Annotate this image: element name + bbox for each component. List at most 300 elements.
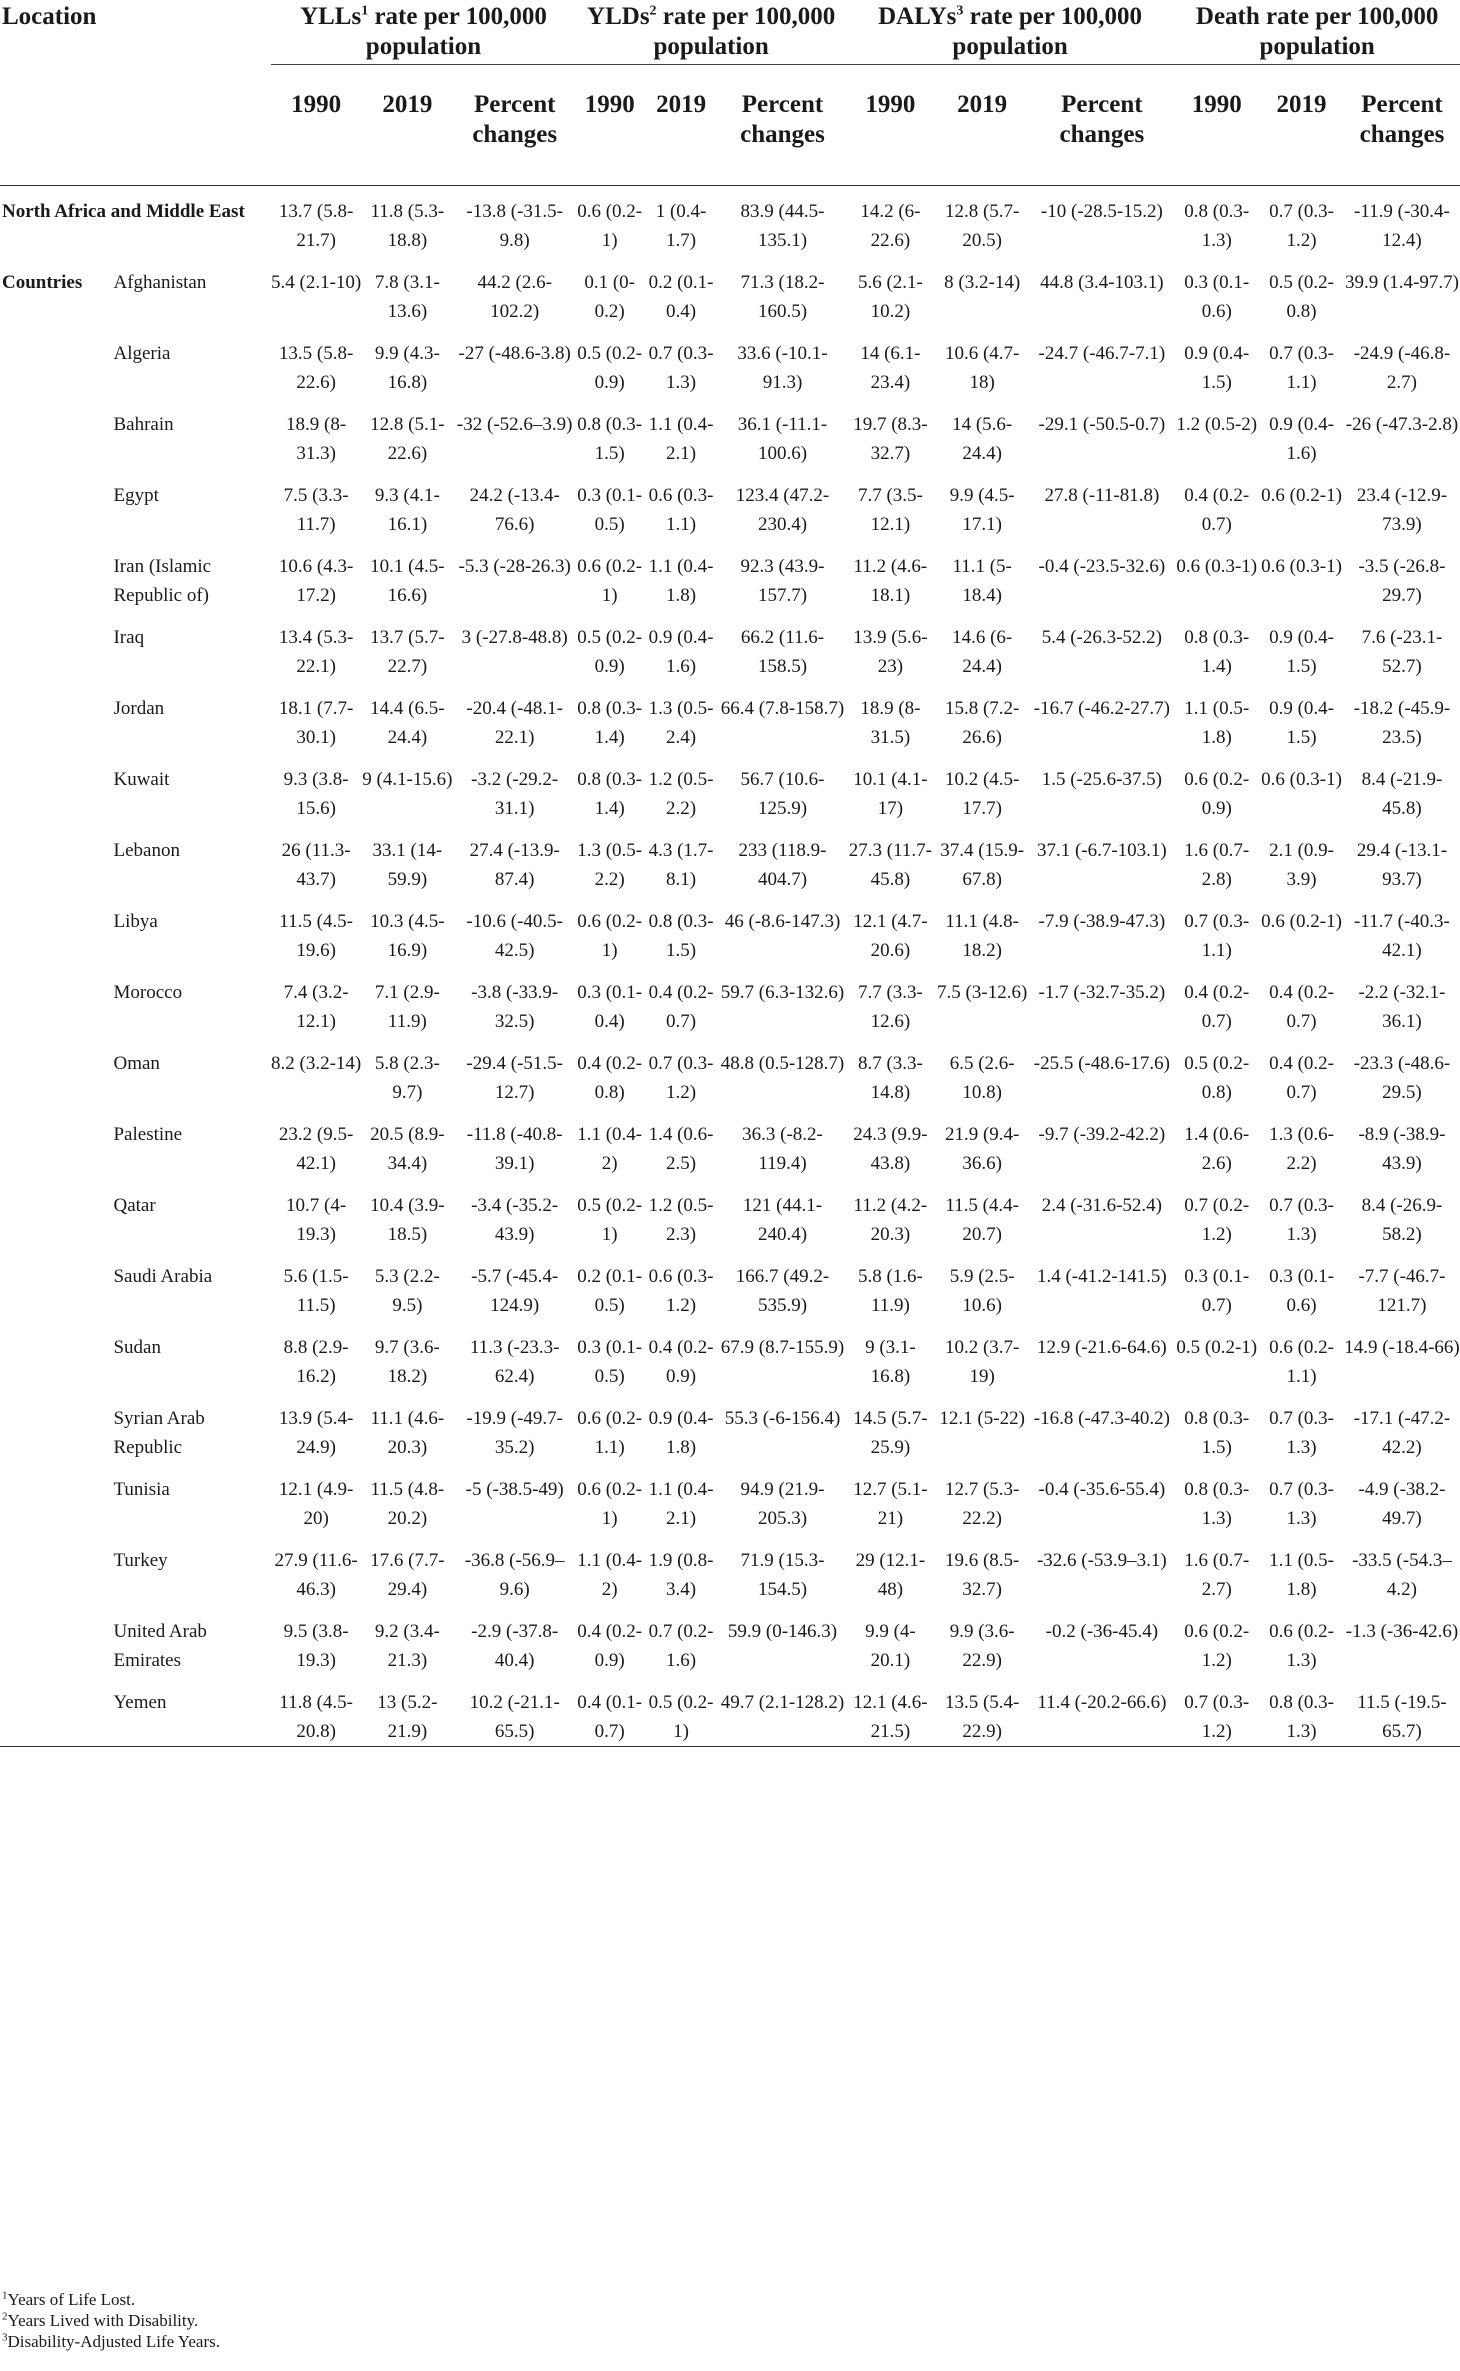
table-cell: 33.1 (14-59.9) xyxy=(372,840,443,890)
table-cell: 0.8 (0.3-1.5) xyxy=(648,911,714,961)
table-cell: 0.5 (0.2-0.8) xyxy=(1269,272,1334,322)
table-row xyxy=(0,1675,1460,1747)
table-cell: 13.4 (5.3-22.1) xyxy=(278,627,354,677)
country-name: Bahrain xyxy=(113,414,174,435)
subheader-2019: 2019 xyxy=(957,91,1008,118)
table-cell: 0.7 (0.3-1.2) xyxy=(648,1053,714,1103)
table-cell: 1.1 (0.5-1.8) xyxy=(1184,698,1250,748)
table-cell: 0.7 (0.3-1.3) xyxy=(648,343,714,393)
table-cell: 1.9 (0.8-3.4) xyxy=(648,1550,714,1600)
table-cell: 21.9 (9.4-36.6) xyxy=(944,1124,1020,1174)
table-cell: 10.2 (4.5-17.7) xyxy=(944,769,1020,819)
table-row xyxy=(0,326,1460,397)
table-cell: -36.8 (-56.9–9.6) xyxy=(464,1550,565,1600)
table-cell: 7.1 (2.9-11.9) xyxy=(374,982,440,1032)
country-name: Yemen xyxy=(113,1692,167,1713)
empty-cell xyxy=(0,397,109,468)
table-row xyxy=(0,1249,1460,1320)
table-cell: 8.8 (2.9-16.2) xyxy=(283,1337,349,1387)
table-cell: 2.4 (-31.6-52.4) xyxy=(1041,1195,1163,1216)
table-row xyxy=(0,539,1460,610)
table-cell: 0.8 (0.3-1.4) xyxy=(577,769,643,819)
table-cell: 5.8 (2.3-9.7) xyxy=(374,1053,440,1103)
table-cell: 7.7 (3.3-12.6) xyxy=(857,982,923,1032)
table-cell: 9 (3.1-16.8) xyxy=(865,1337,916,1387)
table-cell: -4.9 (-38.2-49.7) xyxy=(1358,1479,1446,1529)
table-cell: 13 (5.2-21.9) xyxy=(377,1692,438,1742)
footnote: $^2$Years Lived with Disability. xyxy=(2,2310,199,2330)
table-cell: 123.4 (47.2-230.4) xyxy=(735,485,830,535)
table-cell: 1.2 (0.5-2.2) xyxy=(648,769,714,819)
table-cell: 0.9 (0.4-1.5) xyxy=(1269,698,1334,748)
table-cell: -13.8 (-31.5-9.8) xyxy=(466,201,563,251)
table-cell: 1.1 (0.4-2) xyxy=(577,1550,643,1600)
table-cell: 11.5 (4.5-19.6) xyxy=(279,911,353,961)
table-cell: 0.8 (0.3-1.4) xyxy=(1184,627,1250,677)
table-cell: 7.6 (-23.1-52.7) xyxy=(1361,627,1443,677)
table-cell: 83.9 (44.5-135.1) xyxy=(740,201,825,251)
table-cell: 0.6 (0.2-1.1) xyxy=(577,1408,643,1458)
table-cell: 14 (5.6-24.4) xyxy=(952,414,1013,464)
table-cell: 0.7 (0.3-1.1) xyxy=(1269,343,1334,393)
table-cell: 7.8 (3.1-13.6) xyxy=(374,272,440,322)
table-cell: -3.2 (-29.2-31.1) xyxy=(471,769,559,819)
table-cell: 10.2 (3.7-19) xyxy=(944,1337,1020,1387)
country-name: Tunisia xyxy=(113,1479,170,1500)
table-cell: -3.8 (-33.9-32.5) xyxy=(471,982,559,1032)
table-cell: -32 (-52.6–3.9) xyxy=(456,414,573,435)
table-cell: 11.5 (-19.5-65.7) xyxy=(1357,1692,1447,1742)
table-cell: -0.2 (-36-45.4) xyxy=(1045,1621,1159,1642)
table-cell: 15.8 (7.2-26.6) xyxy=(944,698,1020,748)
country-name: Syrian Arab Republic xyxy=(113,1408,205,1458)
table-cell: 12.1 (4.6-21.5) xyxy=(853,1692,928,1742)
table-cell: 10.7 (4-19.3) xyxy=(286,1195,347,1245)
table-cell: 20.5 (8.9-34.4) xyxy=(370,1124,445,1174)
empty-cell xyxy=(0,681,109,752)
table-cell: 0.4 (0.1-0.7) xyxy=(577,1692,643,1742)
table-cell: 12.1 (4.9-20) xyxy=(278,1479,354,1529)
table-cell: 0.6 (0.2-1) xyxy=(577,201,643,251)
table-cell: 10.1 (4.1-17) xyxy=(853,769,928,819)
country-name: Lebanon xyxy=(113,840,180,861)
table-cell: 56.7 (10.6-125.9) xyxy=(740,769,825,819)
table-cell: 1.3 (0.6-2.2) xyxy=(1269,1124,1334,1174)
table-cell: 11.2 (4.2-20.3) xyxy=(853,1195,928,1245)
table-cell: 48.8 (0.5-128.7) xyxy=(720,1053,845,1074)
table-cell: -18.2 (-45.9-23.5) xyxy=(1353,698,1451,748)
table-cell: 0.8 (0.3-1.5) xyxy=(1184,1408,1250,1458)
table-cell: 9.9 (4.5-17.1) xyxy=(949,485,1015,535)
table-cell: 0.9 (0.4-1.8) xyxy=(648,1408,714,1458)
empty-cell xyxy=(0,1462,109,1533)
table-cell: 5.8 (1.6-11.9) xyxy=(857,1266,923,1316)
table-cell: 1.4 (-41.2-141.5) xyxy=(1036,1266,1167,1287)
table-cell: 12.7 (5.1-21) xyxy=(853,1479,928,1529)
table-row xyxy=(0,965,1460,1036)
table-cell: 1.1 (0.4-1.8) xyxy=(648,556,714,606)
table-cell: 0.8 (0.3-1.3) xyxy=(1184,201,1250,251)
table-cell: 7.7 (3.5-12.1) xyxy=(857,485,923,535)
table-cell: -7.9 (-38.9-47.3) xyxy=(1038,911,1166,932)
table-cell: 10.6 (4.3-17.2) xyxy=(278,556,354,606)
table-cell: 0.4 (0.2-0.8) xyxy=(577,1053,643,1103)
table-cell: -3.4 (-35.2-43.9) xyxy=(471,1195,559,1245)
table-cell: 0.4 (0.2-0.7) xyxy=(1269,1053,1334,1103)
table-cell: 0.3 (0.1-0.6) xyxy=(1269,1266,1334,1316)
table-cell: 12.1 (4.7-20.6) xyxy=(853,911,928,961)
table-cell: 7.4 (3.2-12.1) xyxy=(283,982,349,1032)
table-cell: 0.3 (0.1-0.6) xyxy=(1184,272,1250,322)
table-cell: 18.9 (8-31.3) xyxy=(286,414,347,464)
ylls-header: YLLs$^1$ rate per 100,000 population xyxy=(271,0,577,70)
table-cell: 23.2 (9.5-42.1) xyxy=(278,1124,354,1174)
table-cell: 19.6 (8.5-32.7) xyxy=(944,1550,1020,1600)
table-cell: 0.6 (0.2-1) xyxy=(577,556,643,606)
subheader-row xyxy=(0,70,1460,185)
table-cell: 0.9 (0.4-1.5) xyxy=(1269,627,1334,677)
table-cell: -16.7 (-46.2-27.7) xyxy=(1033,698,1170,719)
table-cell: 17.6 (7.7-29.4) xyxy=(370,1550,445,1600)
country-name: Qatar xyxy=(113,1195,156,1216)
table-cell: -20.4 (-48.1-22.1) xyxy=(466,698,563,748)
empty-cell xyxy=(0,1675,109,1747)
table-cell: 9.9 (4.3-16.8) xyxy=(374,343,440,393)
table-cell: 9.9 (3.6-22.9) xyxy=(949,1621,1015,1671)
table-cell: 121 (44.1-240.4) xyxy=(742,1195,823,1245)
table-row xyxy=(0,255,1460,326)
table-cell: 29.4 (-13.1-93.7) xyxy=(1356,840,1448,890)
table-cell: 0.9 (0.4-1.6) xyxy=(1269,414,1334,464)
footnotes xyxy=(2,2289,220,2352)
table-row xyxy=(0,823,1460,894)
table-row xyxy=(0,1533,1460,1604)
table-cell: 5.6 (2.1-10.2) xyxy=(857,272,923,322)
table-cell: 59.7 (6.3-132.6) xyxy=(720,982,845,1003)
country-name: Palestine xyxy=(113,1124,183,1145)
table-cell: 12.8 (5.1-22.6) xyxy=(370,414,445,464)
table-cell: 0.5 (0.2-1) xyxy=(1176,1337,1258,1358)
table-cell: 0.3 (0.1-0.5) xyxy=(577,1337,643,1387)
location-header: Location xyxy=(2,3,97,30)
table-row xyxy=(0,752,1460,823)
table-cell: 0.7 (0.3-1.3) xyxy=(1269,1195,1334,1245)
country-name: Egypt xyxy=(113,485,159,506)
country-name: Kuwait xyxy=(113,769,170,790)
table-cell: 8.4 (-26.9-58.2) xyxy=(1361,1195,1443,1245)
table-cell: 18.1 (7.7-30.1) xyxy=(278,698,354,748)
table-cell: 0.8 (0.3-1.4) xyxy=(577,698,643,748)
table-cell: -10 (-28.5-15.2) xyxy=(1040,201,1163,222)
table-cell: 12.9 (-21.6-64.6) xyxy=(1036,1337,1167,1358)
table-cell: -19.9 (-49.7-35.2) xyxy=(466,1408,563,1458)
table-cell: 12.8 (5.7-20.5) xyxy=(944,201,1020,251)
table-cell: 46 (-8.6-147.3) xyxy=(724,911,841,932)
region-name: North Africa and Middle East xyxy=(2,201,245,222)
table-row xyxy=(0,1391,1460,1462)
table-cell: 0.9 (0.4-1.5) xyxy=(1184,343,1250,393)
table-cell: -2.2 (-32.1-36.1) xyxy=(1358,982,1446,1032)
table-cell: 233 (118.9-404.7) xyxy=(738,840,827,890)
table-cell: 94.9 (21.9-205.3) xyxy=(740,1479,825,1529)
empty-cell xyxy=(0,823,109,894)
table-cell: 1.1 (0.5-1.8) xyxy=(1269,1550,1334,1600)
table-cell: -26 (-47.3-2.8) xyxy=(1345,414,1459,435)
table-row xyxy=(0,468,1460,539)
table-cell: 11.1 (4.6-20.3) xyxy=(370,1408,445,1458)
table-row xyxy=(0,1462,1460,1533)
table-cell: -24.7 (-46.7-7.1) xyxy=(1038,343,1166,364)
table-cell: 11.8 (5.3-18.8) xyxy=(370,201,445,251)
table-cell: 0.9 (0.4-1.6) xyxy=(648,627,714,677)
table-cell: 27.3 (11.7-45.8) xyxy=(848,840,932,890)
table-cell: 5.4 (2.1-10) xyxy=(271,272,362,293)
table-cell: 13.5 (5.8-22.6) xyxy=(278,343,354,393)
table-cell: 55.3 (-6-156.4) xyxy=(724,1408,841,1429)
table-cell: 0.6 (0.2-1) xyxy=(1261,911,1342,932)
table-cell: 0.6 (0.2-1.2) xyxy=(1184,1621,1250,1671)
table-cell: 0.6 (0.2-1.3) xyxy=(1269,1621,1334,1671)
table-cell: 13.9 (5.4-24.9) xyxy=(278,1408,354,1458)
table-cell: 0.4 (0.2-0.9) xyxy=(577,1621,643,1671)
table-cell: 14.4 (6.5-24.4) xyxy=(370,698,445,748)
table-cell: 13.5 (5.4-22.9) xyxy=(944,1692,1020,1742)
table-cell: 0.6 (0.3-1) xyxy=(1261,769,1342,790)
table-cell: 0.5 (0.2-0.9) xyxy=(577,627,643,677)
table-cell: 12.7 (5.3-22.2) xyxy=(944,1479,1020,1529)
table-row xyxy=(0,681,1460,752)
table-cell: 0.6 (0.2-1.1) xyxy=(1269,1337,1334,1387)
country-name: Libya xyxy=(113,911,158,932)
table-cell: 1.3 (0.5-2.4) xyxy=(648,698,714,748)
empty-cell xyxy=(0,539,109,610)
table-cell: 10.4 (3.9-18.5) xyxy=(370,1195,445,1245)
country-name: Algeria xyxy=(113,343,171,364)
empty-cell xyxy=(0,1107,109,1178)
table-cell: -5.7 (-45.4-124.9) xyxy=(471,1266,559,1316)
subheader-1990: 1990 xyxy=(1191,91,1242,118)
table-cell: -5 (-38.5-49) xyxy=(465,1479,564,1500)
table-cell: 59.9 (0-146.3) xyxy=(727,1621,838,1642)
subheader-2019: 2019 xyxy=(382,91,433,118)
table-row xyxy=(0,1107,1460,1178)
table-cell: 1.2 (0.5-2.3) xyxy=(648,1195,714,1245)
table-cell: 0.7 (0.3-1.3) xyxy=(1269,1408,1334,1458)
table-cell: 1 (0.4-1.7) xyxy=(655,201,707,251)
table-cell: 0.7 (0.2-1.2) xyxy=(1184,1195,1250,1245)
subheader-1990: 1990 xyxy=(291,91,342,118)
table-cell: -27 (-48.6-3.8) xyxy=(458,343,571,364)
table-row xyxy=(0,1178,1460,1249)
country-name: Iraq xyxy=(113,627,145,648)
table-cell: 0.7 (0.3-1.2) xyxy=(1184,1692,1250,1742)
country-name: Turkey xyxy=(113,1550,168,1571)
table-cell: 11.2 (4.6-18.1) xyxy=(853,556,928,606)
table-cell: 14.6 (6-24.4) xyxy=(952,627,1013,677)
table-cell: 1.5 (-25.6-37.5) xyxy=(1041,769,1163,790)
table-cell: 1.6 (0.7-2.8) xyxy=(1184,840,1250,890)
table-cell: 11.5 (4.4-20.7) xyxy=(945,1195,1020,1245)
table-cell: 1.1 (0.4-2.1) xyxy=(648,414,714,464)
table-cell: -29.1 (-50.5-0.7) xyxy=(1038,414,1166,435)
table-cell: 23.4 (-12.9-73.9) xyxy=(1356,485,1448,535)
table-cell: 0.4 (0.2-0.9) xyxy=(648,1337,714,1387)
table-cell: 71.3 (18.2-160.5) xyxy=(740,272,825,322)
subheader-2019: 2019 xyxy=(1276,91,1327,118)
table-row xyxy=(0,186,1460,256)
table-cell: -7.7 (-46.7-121.7) xyxy=(1358,1266,1446,1316)
empty-cell xyxy=(0,752,109,823)
table-cell: 24.2 (-13.4-76.6) xyxy=(469,485,560,535)
table-cell: -1.7 (-32.7-35.2) xyxy=(1038,982,1166,1003)
table-cell: 10.1 (4.5-16.6) xyxy=(370,556,445,606)
table-cell: 0.7 (0.3-1.3) xyxy=(1269,1479,1334,1529)
table-cell: -24.9 (-46.8-2.7) xyxy=(1353,343,1451,393)
table-cell: 2.1 (0.9-3.9) xyxy=(1269,840,1334,890)
dalys-header: DALYs$^3$ rate per 100,000 population xyxy=(846,0,1175,70)
table-cell: 37.4 (15.9-67.8) xyxy=(940,840,1025,890)
country-name: Oman xyxy=(113,1053,160,1074)
ylds-header: YLDs$^2$ rate per 100,000 population xyxy=(576,0,845,70)
table-cell: 12.1 (5-22) xyxy=(939,1408,1025,1429)
table-cell: 0.4 (0.2-0.7) xyxy=(648,982,714,1032)
subheader-1990: 1990 xyxy=(865,91,916,118)
table-cell: 71.9 (15.3-154.5) xyxy=(740,1550,825,1600)
subheader-percent-changes: Percent changes xyxy=(472,91,558,148)
table-cell: 0.3 (0.1-0.5) xyxy=(577,485,643,535)
table-cell: 5.3 (2.2-9.5) xyxy=(374,1266,440,1316)
table-cell: 18.9 (8-31.5) xyxy=(860,698,921,748)
table-cell: 9.5 (3.8-19.3) xyxy=(283,1621,349,1671)
table-row xyxy=(0,1320,1460,1391)
table-cell: 13.9 (5.6-23) xyxy=(853,627,928,677)
table-cell: 10.2 (-21.1-65.5) xyxy=(469,1692,560,1742)
table-cell: 0.4 (0.2-0.7) xyxy=(1184,982,1250,1032)
table-cell: 44.8 (3.4-103.1) xyxy=(1040,272,1164,293)
table-cell: -11.7 (-40.3-42.1) xyxy=(1354,911,1450,961)
table-cell: 8.4 (-21.9-45.8) xyxy=(1361,769,1443,819)
table-cell: 7.5 (3-12.6) xyxy=(937,982,1028,1003)
table-cell: 0.5 (0.2-0.9) xyxy=(577,343,643,393)
table-cell: 44.2 (2.6-102.2) xyxy=(477,272,552,322)
table-cell: 0.6 (0.3-1) xyxy=(1261,556,1342,577)
table-cell: 8 (3.2-14) xyxy=(944,272,1021,293)
table-cell: 27.9 (11.6-46.3) xyxy=(274,1550,358,1600)
table-cell: 66.4 (7.8-158.7) xyxy=(720,698,845,719)
table-cell: 14 (6.1-23.4) xyxy=(860,343,921,393)
table-cell: 9 (4.1-15.6) xyxy=(362,769,453,790)
table-cell: 9.9 (4-20.1) xyxy=(865,1621,916,1671)
table-cell: 4.3 (1.7-8.1) xyxy=(648,840,714,890)
table-cell: 0.8 (0.3-1.3) xyxy=(1184,1479,1250,1529)
table-cell: 10.6 (4.7-18) xyxy=(944,343,1020,393)
table-cell: 9.2 (3.4-21.3) xyxy=(374,1621,440,1671)
table-cell: 0.6 (0.2-1) xyxy=(577,1479,643,1529)
table-cell: -17.1 (-47.2-42.2) xyxy=(1353,1408,1451,1458)
table-cell: 36.1 (-11.1-100.6) xyxy=(737,414,828,464)
empty-cell xyxy=(0,1178,109,1249)
empty-cell xyxy=(0,1320,109,1391)
table-cell: 11.4 (-20.2-66.6) xyxy=(1037,1692,1167,1713)
table-cell: -9.7 (-39.2-42.2) xyxy=(1038,1124,1166,1145)
table-cell: -23.3 (-48.6-29.5) xyxy=(1353,1053,1451,1103)
table-cell: 0.3 (0.1-0.7) xyxy=(1184,1266,1250,1316)
subheader-1990: 1990 xyxy=(584,91,635,118)
table-cell: 0.6 (0.2-1) xyxy=(577,911,643,961)
subheader-percent-changes: Percent changes xyxy=(740,91,825,148)
table-cell: 0.5 (0.2-1) xyxy=(577,1195,643,1245)
table-cell: 11.5 (4.8-20.2) xyxy=(370,1479,445,1529)
table-cell: -32.6 (-53.9–3.1) xyxy=(1036,1550,1167,1571)
empty-cell xyxy=(0,965,109,1036)
table-cell: 33.6 (-10.1-91.3) xyxy=(737,343,828,393)
table-cell: 92.3 (43.9-157.7) xyxy=(740,556,825,606)
table-cell: 1.1 (0.4-2.1) xyxy=(648,1479,714,1529)
table-cell: -25.5 (-48.6-17.6) xyxy=(1033,1053,1170,1074)
country-name: Saudi Arabia xyxy=(113,1266,213,1287)
table-cell: -0.4 (-23.5-32.6) xyxy=(1038,556,1166,577)
subheader-percent-changes: Percent changes xyxy=(1359,91,1445,148)
table-cell: 3 (-27.8-48.8) xyxy=(461,627,568,648)
table-cell: 14.9 (-18.4-66) xyxy=(1344,1337,1460,1358)
table-cell: 13.7 (5.8-21.7) xyxy=(278,201,354,251)
table-cell: 0.8 (0.3-1.3) xyxy=(1269,1692,1334,1742)
table-cell: 0.7 (0.2-1.6) xyxy=(648,1621,714,1671)
table-row xyxy=(0,894,1460,965)
table-cell: 0.7 (0.3-1.1) xyxy=(1184,911,1250,961)
table-cell: 5.6 (1.5-11.5) xyxy=(283,1266,349,1316)
table-cell: 0.4 (0.2-0.7) xyxy=(1269,982,1334,1032)
table-cell: 1.4 (0.6-2.6) xyxy=(1184,1124,1250,1174)
table-cell: 11.8 (4.5-20.8) xyxy=(279,1692,353,1742)
table-cell: 0.3 (0.1-0.4) xyxy=(577,982,643,1032)
table-cell: 0.8 (0.3-1.5) xyxy=(577,414,643,464)
empty-cell xyxy=(0,1533,109,1604)
country-name: Morocco xyxy=(113,982,183,1003)
table-cell: 6.5 (2.6-10.8) xyxy=(949,1053,1015,1103)
table-cell: 39.9 (1.4-97.7) xyxy=(1344,272,1459,293)
table-cell: -29.4 (-51.5-12.7) xyxy=(466,1053,563,1103)
empty-cell xyxy=(0,1391,109,1462)
table-cell: 36.3 (-8.2-119.4) xyxy=(742,1124,823,1174)
subheader-2019: 2019 xyxy=(656,91,707,118)
table-cell: 0.6 (0.2-0.9) xyxy=(1184,769,1250,819)
table-cell: 10.3 (4.5-16.9) xyxy=(370,911,445,961)
table-cell: -2.9 (-37.8-40.4) xyxy=(471,1621,559,1671)
countries-label: Countries xyxy=(2,272,83,293)
table-cell: -33.5 (-54.3–4.2) xyxy=(1352,1550,1452,1600)
table-cell: 26 (11.3-43.7) xyxy=(281,840,351,890)
table-cell: 11.1 (5-18.4) xyxy=(952,556,1012,606)
table-cell: 27.8 (-11-81.8) xyxy=(1044,485,1160,506)
table-cell: 29 (12.1-48) xyxy=(855,1550,926,1600)
table-cell: -16.8 (-47.3-40.2) xyxy=(1033,1408,1170,1429)
empty-cell xyxy=(0,1604,109,1675)
country-name: Afghanistan xyxy=(113,272,207,293)
table-cell: -10.6 (-40.5-42.5) xyxy=(466,911,563,961)
table-cell: 0.4 (0.2-0.7) xyxy=(1184,485,1250,535)
table-cell: 0.7 (0.3-1.2) xyxy=(1269,201,1334,251)
table-cell: 0.1 (0-0.2) xyxy=(584,272,636,322)
table-cell: 19.7 (8.3-32.7) xyxy=(853,414,928,464)
table-row xyxy=(0,1036,1460,1107)
empty-cell xyxy=(0,326,109,397)
table-cell: -1.3 (-36-42.6) xyxy=(1345,1621,1459,1642)
table-cell: -8.9 (-38.9-43.9) xyxy=(1358,1124,1446,1174)
table-cell: 13.7 (5.7-22.7) xyxy=(370,627,445,677)
table-row xyxy=(0,397,1460,468)
table-cell: 1.6 (0.7-2.7) xyxy=(1184,1550,1250,1600)
